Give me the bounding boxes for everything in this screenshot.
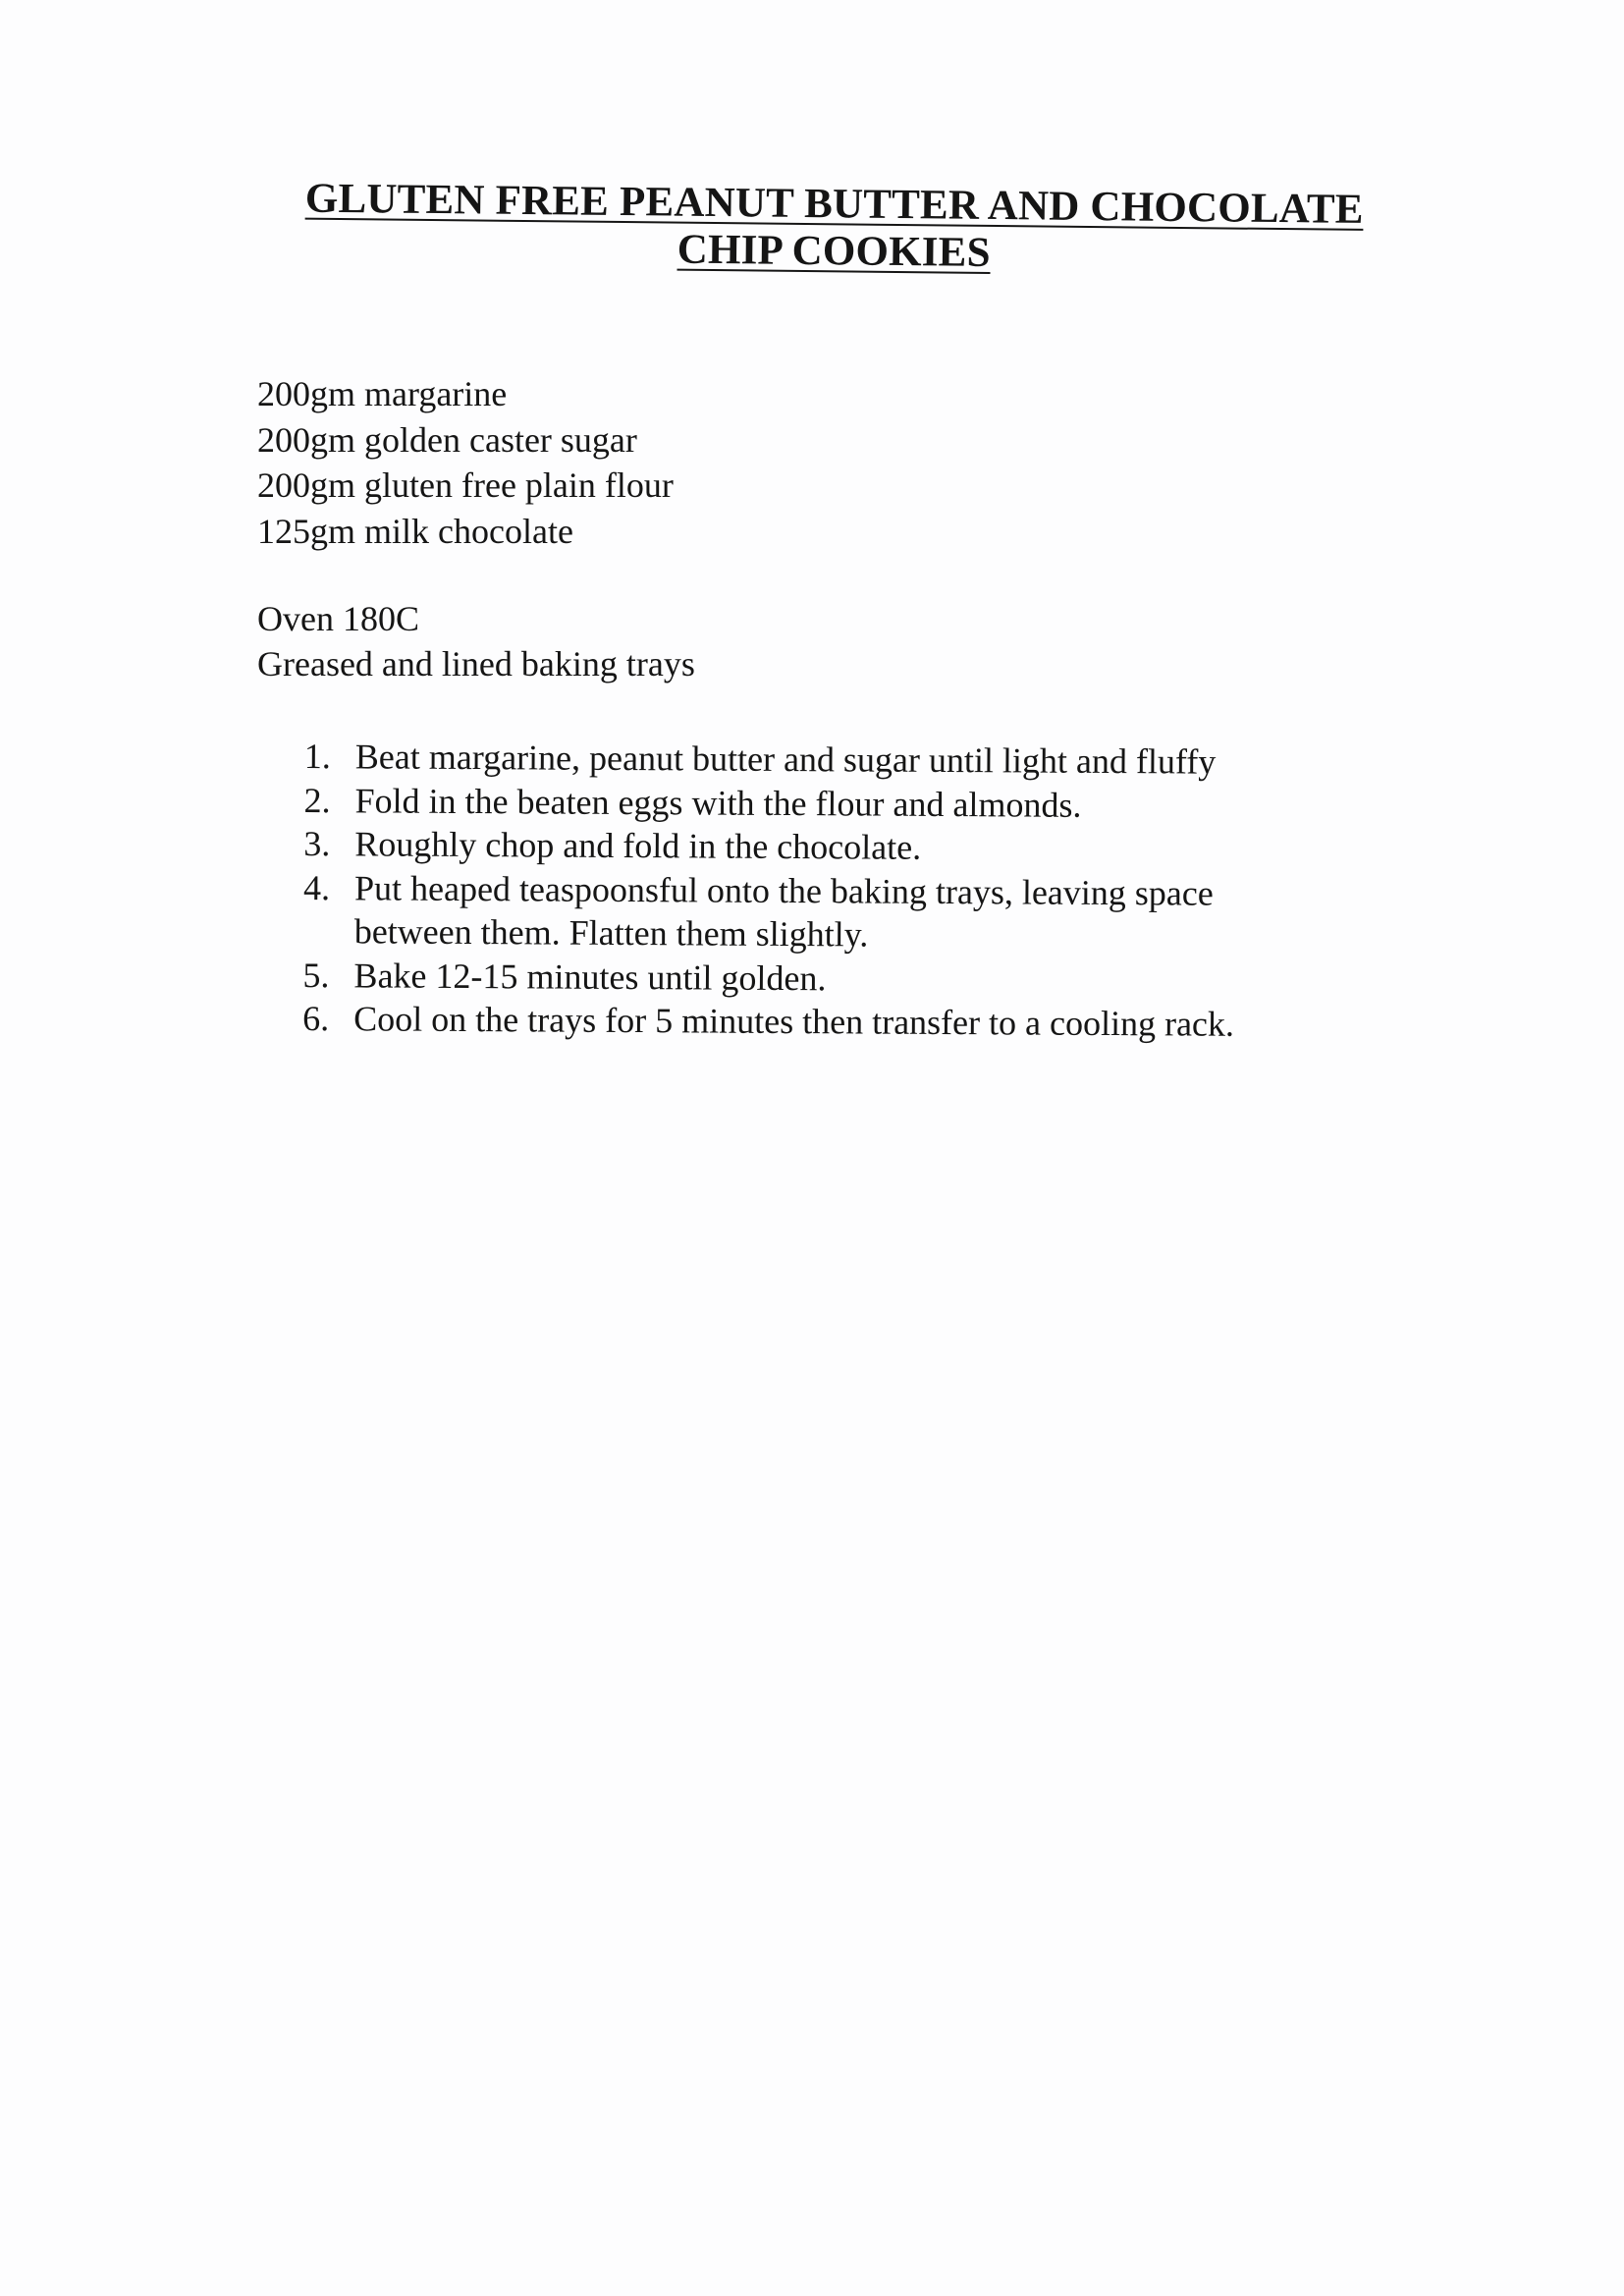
recipe-title-line-2: CHIP COOKIES (677, 226, 991, 276)
step-number: 3. (303, 823, 331, 864)
step-item (302, 997, 1335, 1047)
tray-preparation: Greased and lined baking trays (257, 644, 695, 683)
step-item (303, 778, 1336, 828)
step-item (302, 953, 1335, 1003)
ingredient-item: 200gm gluten free plain flour (257, 465, 674, 505)
method-steps (302, 735, 1337, 1047)
step-item (303, 865, 1337, 958)
step-item (303, 822, 1336, 872)
oven-temperature: Oven 180C (257, 599, 419, 638)
step-number: 1. (303, 736, 331, 777)
ingredient-item: 200gm margarine (257, 374, 508, 413)
step-number: 5. (302, 955, 330, 995)
step-text: Cool on the trays for 5 minutes then transfer to a cooling rack. (353, 999, 1235, 1044)
step-text: Bake 12-15 minutes until golden. (353, 955, 827, 998)
step-number: 4. (302, 867, 331, 907)
recipe-title-line-1: GLUTEN FREE PEANUT BUTTER AND CHOCOLATE (304, 175, 1364, 233)
preparation-notes (257, 596, 695, 686)
ingredients-list (257, 371, 674, 554)
step-text: Roughly chop and fold in the chocolate. (354, 824, 922, 867)
recipe-title (244, 175, 1424, 282)
ingredient-item: 200gm golden caster sugar (257, 419, 637, 460)
step-item (304, 735, 1337, 785)
step-text: Beat margarine, peanut butter and sugar until light and fluffy (354, 737, 1217, 782)
step-number: 2. (303, 780, 331, 820)
step-text: Fold in the beaten eggs with the flour and almonds. (354, 780, 1082, 825)
ingredient-item: 125gm milk chocolate (257, 511, 573, 551)
step-text: Put heaped teaspoonsful onto the baking trays, leaving space between them. Flatten them slightly. (353, 867, 1214, 955)
step-number: 6. (302, 998, 330, 1039)
